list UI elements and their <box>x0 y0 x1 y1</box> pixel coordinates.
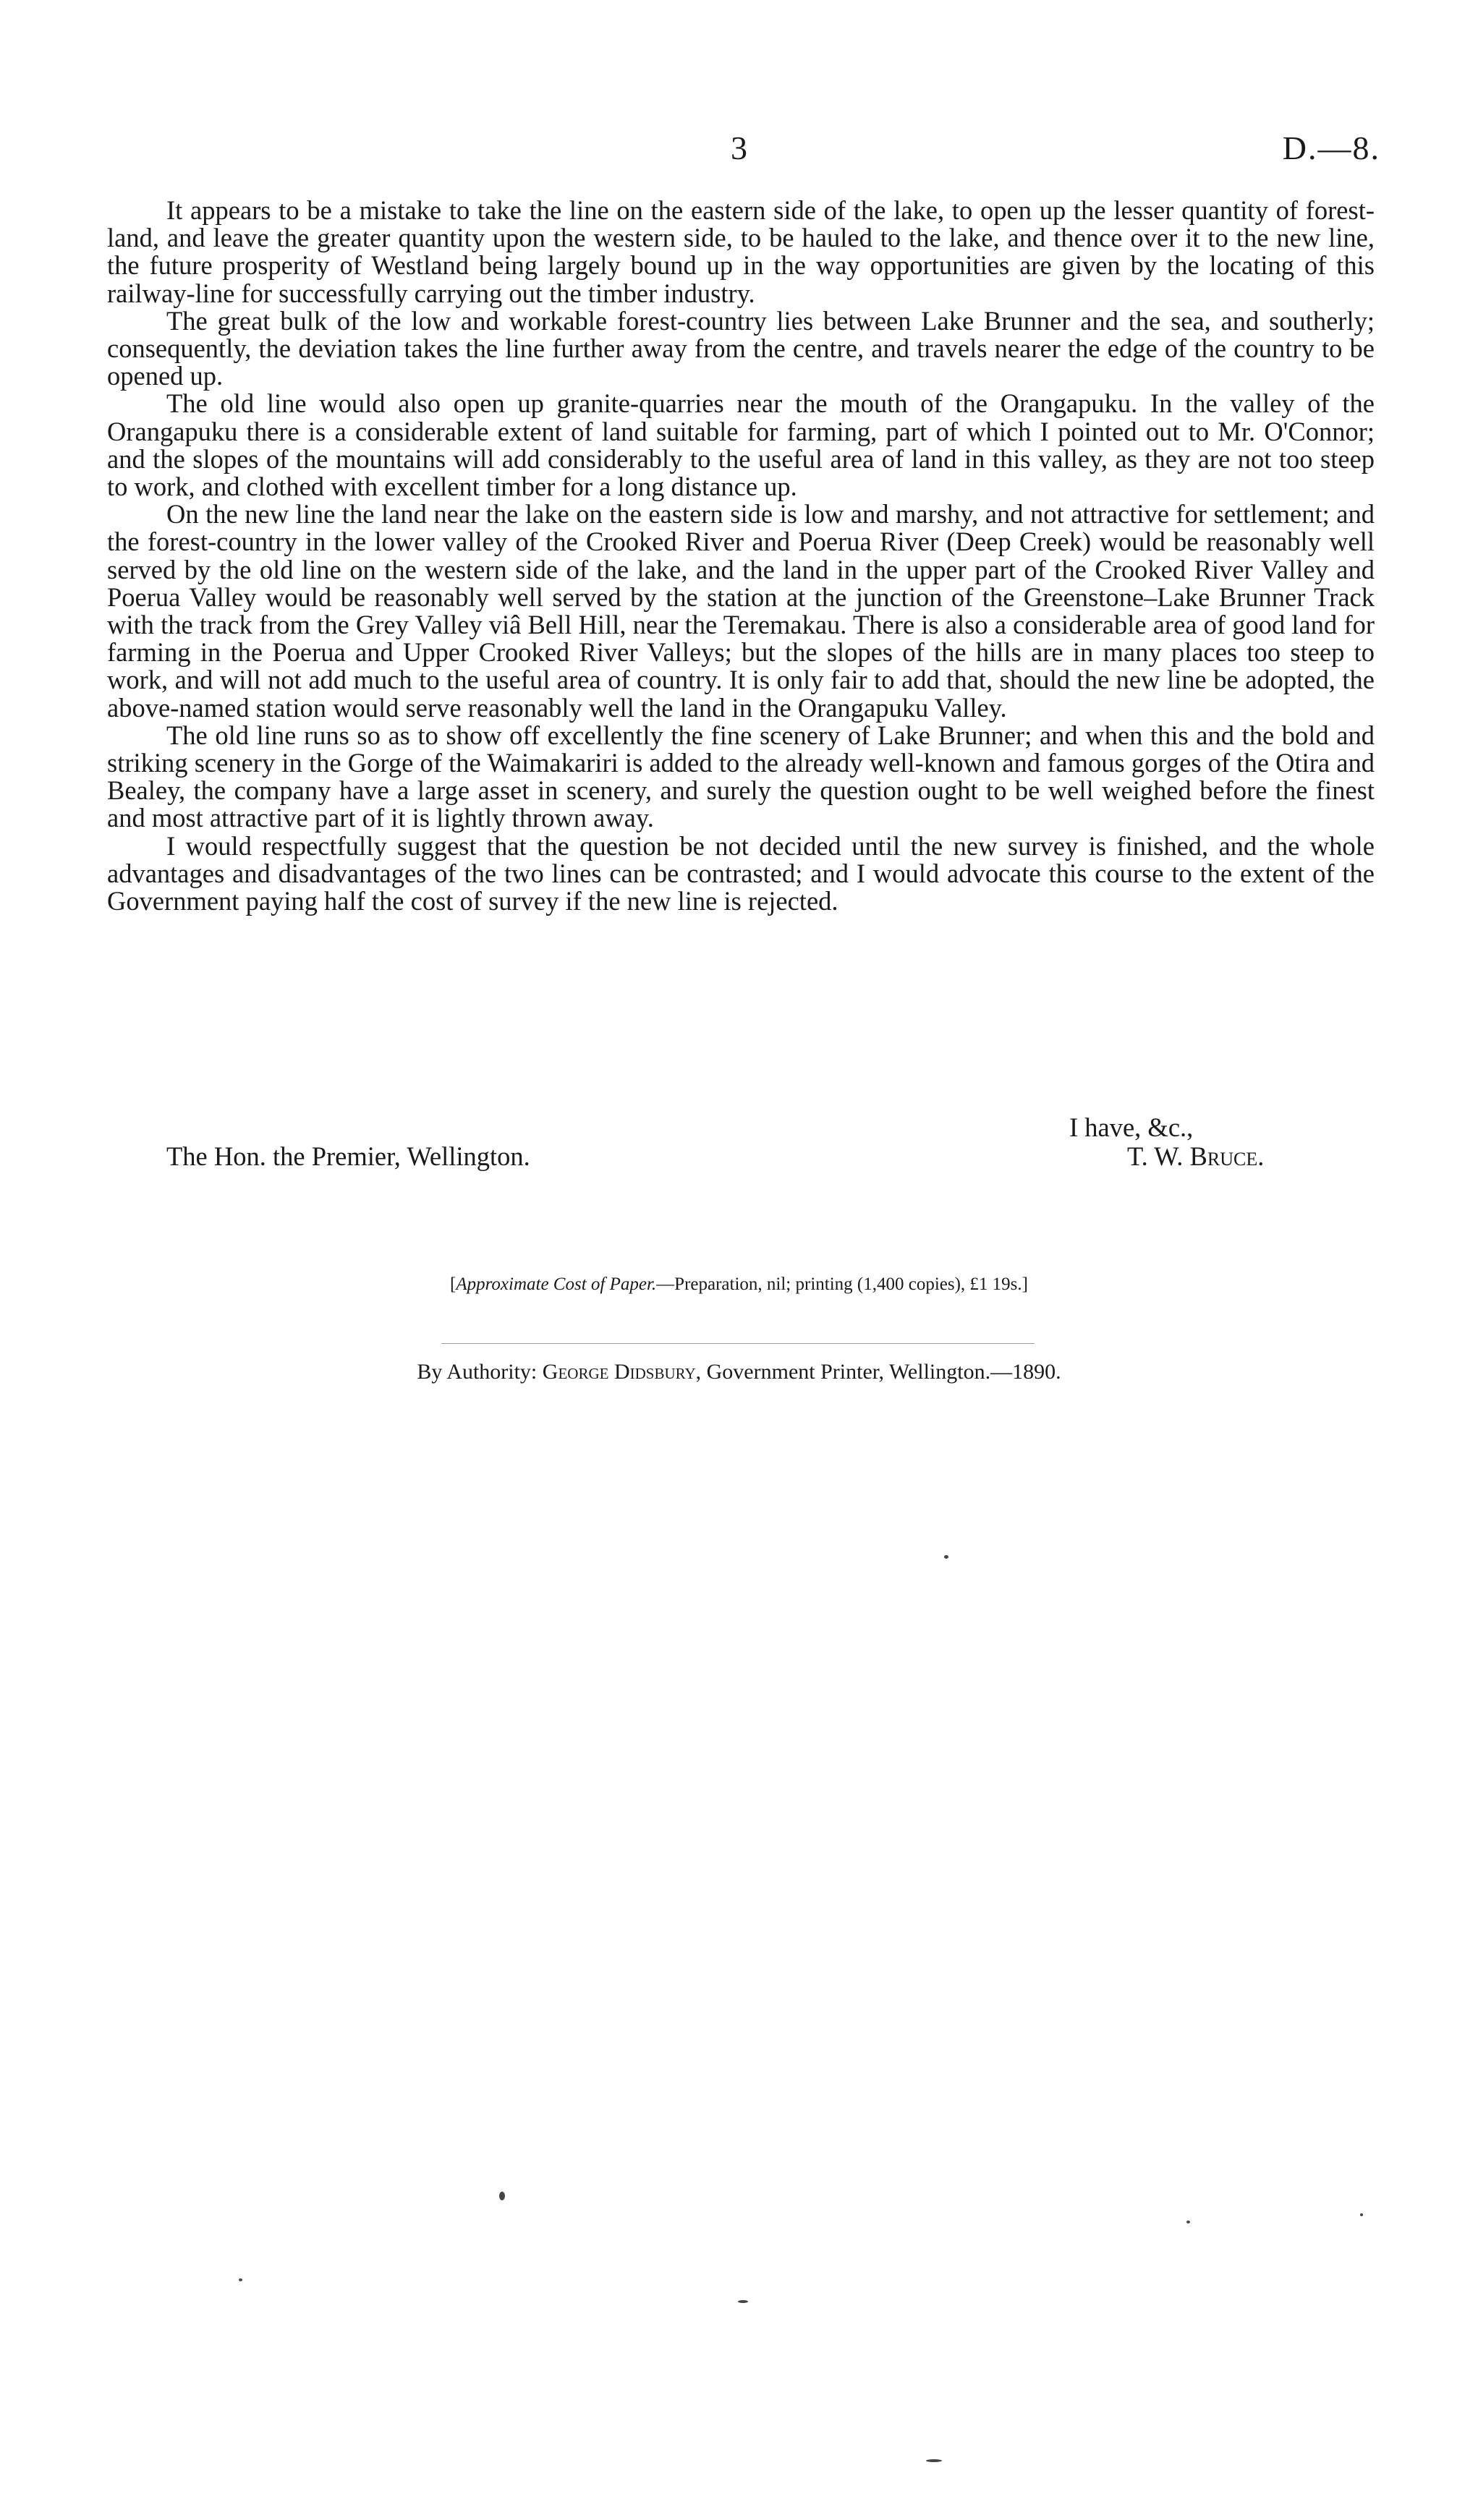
printer-imprint <box>0 1360 1478 1384</box>
scan-speck <box>944 1555 948 1559</box>
cost-label: Approximate Cost of Paper. <box>456 1274 657 1294</box>
page-number: 3 <box>731 129 747 166</box>
cost-detail: —Preparation, nil; printing (1,400 copies), £1 19s. <box>656 1274 1022 1294</box>
scan-speck <box>499 2192 505 2200</box>
document-reference: D.—8. <box>1282 129 1380 166</box>
paragraph-6: I would respectfully suggest that the question be not decided until the new survey is finished, and the whole advantages and disadvantages of the two lines can be contrasted; and I would advocate this course to the extent of the Government paying half the cost of survey if the new line is rejected. <box>107 830 1375 916</box>
addressee: The Hon. the Premier, Wellington. <box>166 1141 530 1171</box>
printer-name: George Didsbury <box>542 1360 696 1384</box>
closing-text: I have, &c., <box>1069 1112 1194 1142</box>
paragraph-2: The great bulk of the low and workable forest-country lies between Lake Brunner and the sea, and southerly; consequently, the deviation takes the line further away from the centre, and travels nearer the edge of the country to be opened up. <box>107 305 1375 391</box>
scan-speck <box>1186 2221 1190 2223</box>
footer-divider <box>441 1343 1035 1344</box>
paragraph-5: The old line runs so as to show off excellently the fine scenery of Lake Brunner; and when this and the bold and striking scenery in the Gorge of the Waimakariri is added to the already well-known and famous gorges of the Otira and Bealey, the company have a large asset in scenery, and surely the question ought to be well weighed before the finest and most attractive part of it is lightly thrown away. <box>107 720 1375 833</box>
signature: T. W. Bruce. <box>1127 1141 1265 1171</box>
scan-speck <box>1360 2213 1363 2216</box>
scan-speck <box>738 2300 748 2303</box>
letter-body <box>107 197 1375 915</box>
cost-note: [Approximate Cost of Paper.—Preparation, nil; printing (1,400 copies), £1 19s.] <box>450 1274 1028 1294</box>
paragraph-1: It appears to be a mistake to take the line on the eastern side of the lake, to open up the lesser quantity of forest-land, and leave the greater quantity upon the western side, to be hauled to the lake, and thence over it to the new line, the future prosperity of Westland being largely bound up in the way opportunities are given by the locating of this railway-line for successfully carrying out the timber industry. <box>107 195 1375 308</box>
imprint-prefix: By Authority: <box>417 1360 538 1384</box>
imprint-suffix: , Government Printer, Wellington.—1890. <box>695 1360 1061 1384</box>
paragraph-4: On the new line the land near the lake on the eastern side is low and marshy, and not attractive for settlement; and the forest-country in the lower valley of the Crooked River and Poerua River (Deep Creek) would be reasonably well served by the old line on the western side of the lake, and the land in the upper part of the Crooked River Valley and Poerua Valley would be reasonably well served by the station at the junction of the Greenstone–Lake Brunner Track with the track from the Grey Valley viâ Bell Hill, near the Teremakau. There is also a considerable area of good land for farming in the Poerua and Upper Crooked River Valleys; but the slopes of the hills are in many places too steep to work, and will not add much to the useful area of country. It is only fair to add that, should the new line be adopted, the above-named station would serve reasonably well the land in the Orangapuku Valley. <box>107 499 1375 723</box>
scan-speck <box>926 2459 942 2462</box>
scan-speck <box>239 2278 242 2281</box>
paragraph-3: The old line would also open up granite-quarries near the mouth of the Orangapuku. In the valley of the Orangapuku there is a considerable extent of land suitable for farming, part of which I pointed out to Mr. O'Connor; and the slopes of the mountains will add considerably to the useful area of land in this valley, as they are not too steep to work, and clothed with excellent timber for a long distance up. <box>107 388 1375 502</box>
page-header <box>0 129 1478 172</box>
